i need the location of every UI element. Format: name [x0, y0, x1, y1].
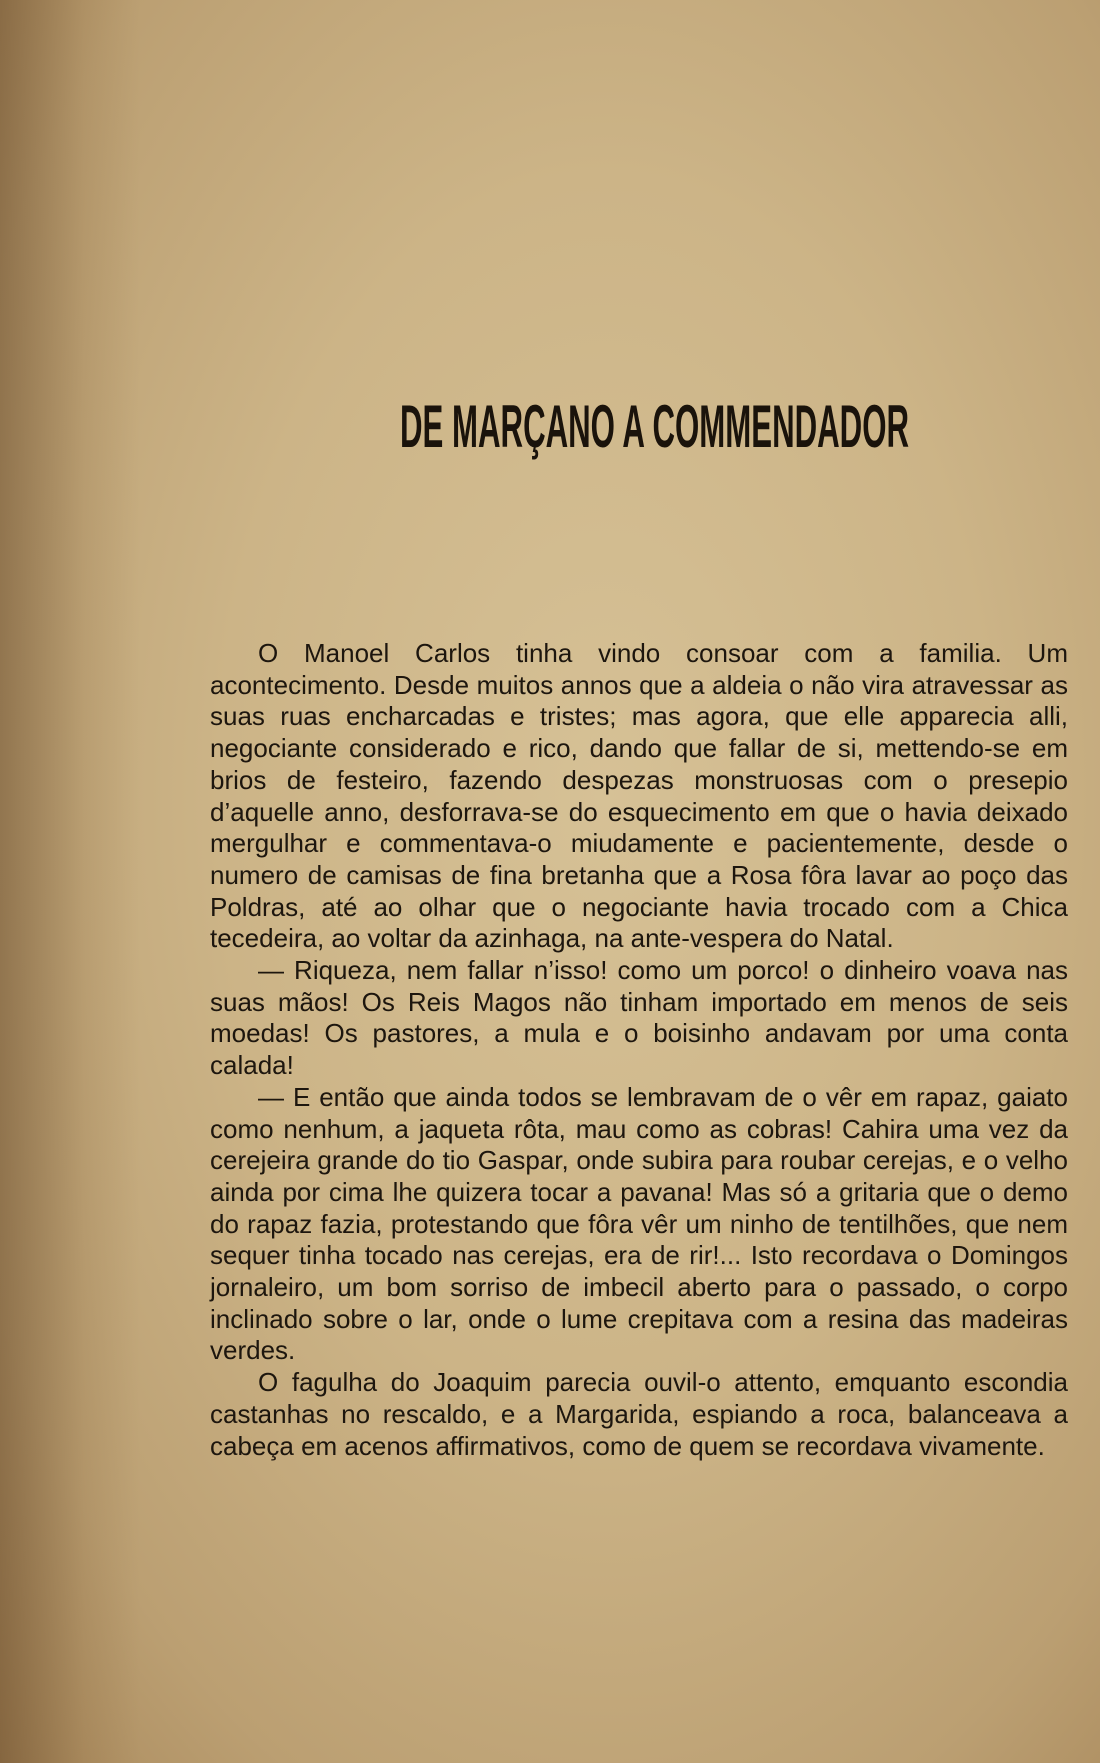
- page-gutter-shadow: [0, 0, 140, 1763]
- paragraph-3: — E então que ainda todos se lembravam de o vêr em rapaz, gaiato como nenhum, a jaqueta rôta, mau como as cobras! Cahira uma vez da cerejeira grande do tio Gaspar, onde subira para roubar cerejas, e o velho ainda por cima lhe quizera tocar a pavana! Mas só a gritaria que o demo do rapaz fazia, protestando que fôra vêr um ninho de tentilhões, que nem sequer tinha tocado nas cerejas, era de rir!... Isto recordava o Domingos jornaleiro, um bom sorriso de imbecil aberto para o passado, o corpo inclinado sobre o lar, onde o lume crepitava com a resina das madeiras verdes.: [210, 1081, 1068, 1366]
- paragraph-1: O Manoel Carlos tinha vindo consoar com a familia. Um acontecimento. Desde muitos annos que a aldeia o não vira atravessar as suas ruas encharcadas e tristes; mas agora, que elle apparecia alli, negociante considerado e rico, dando que fallar de si, mettendo-se em brios de festeiro, fazendo despezas monstruosas com o presepio d’aquelle anno, desforrava-se do esquecimento em que o havia deixado mergulhar e commentava-o miudamente e pacientemente, desde o numero de camisas de fina bretanha que a Rosa fôra lavar ao poço das Poldras, até ao olhar que o negociante havia trocado com a Chica tecedeira, ao voltar da azinhaga, na ante-vespera do Natal.: [210, 638, 1068, 954]
- chapter-title: DE MARÇANO A COMMENDADOR: [400, 393, 909, 460]
- chapter-title-area: [0, 392, 1100, 472]
- chapter-body: [210, 638, 1068, 1462]
- paragraph-2: — Riqueza, nem fallar n’isso! como um porco! o dinheiro voava nas suas mãos! Os Reis Magos não tinham importado em menos de seis moedas! Os pastores, a mula e o boisinho andavam por uma conta calada!: [210, 955, 1068, 1081]
- paragraph-4: O fagulha do Joaquim parecia ouvil-o attento, emquanto escondia castanhas no rescaldo, e a Margarida, espiando a roca, balanceava a cabeça em acenos affirmativos, como de quem se recordava vivamente.: [210, 1367, 1068, 1461]
